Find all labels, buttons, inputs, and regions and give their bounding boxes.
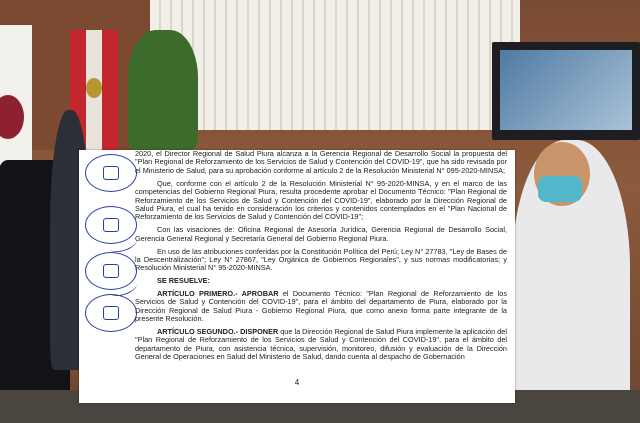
article-one <box>135 290 507 324</box>
document-body <box>135 150 507 366</box>
article-one-text: el Documento Técnico: "Plan Regional de Reforzamiento de los Servicios de Salud y Contención del COVID-19", para el ámbito del departamento de Piura, elaborado por la Dirección Regional de Salud Piura - Gobierno Regional Piura, que como anexo forma parte integrante de la presente Resolución. <box>135 288 507 323</box>
resolution-document <box>79 150 515 403</box>
paragraph: Que, conforme con el artículo 2 de la Resolución Ministerial N° 95-2020-MINSA, y en el marco de las competencias del Gobierno Regional Piura, resulta procedente aprobar el Documento Técnico: "Plan Regional de Reforzamiento de los Servicios de Salud y Contención del COVID-19", elaborado por la Dirección Regional de Salud Piura, el cual ha tenido en consideración los criterios y contenidos contemplados en el "Plan Nacional de Reforzamiento de los Servicios de Salud y Contención del COVID-19"; <box>135 178 507 222</box>
article-two-heading: ARTÍCULO SEGUNDO.- DISPONER <box>157 326 279 336</box>
paragraph: Con las visaciones de: Oficina Regional de Asesoría Jurídica, Gerencia Regional de Desarrollo Social, Gerencia General Regional y Secretaría General del Gobierno Regional Piura. <box>135 225 507 243</box>
paragraph: 2020, el Director Regional de Salud Piura alcanza a la Gerencia Regional de Desarrollo Social la propuesta del "Plan Regional de Reforzamiento de los Servicios de Salud y Contención del COVID-19", que ha sido revisada por el Ministerio de Salud, para su aprobación conforme al artículo 2 de la Resolución Ministerial N° 095-2020-MINSA; <box>135 150 507 175</box>
monitor-screen <box>500 50 632 130</box>
paragraph: En uso de las atribuciones conferidas por la Constitución Política del Perú; Ley N° 27783, "Ley de Bases de la Descentralización"; Ley N° 27867, "Ley Orgánica de Gobiernos Regionales", y sus normas modificatorias; y Resolución Ministerial N° 95-2020-MINSA. <box>135 246 507 273</box>
video-monitor <box>492 42 640 140</box>
person-right <box>512 140 630 423</box>
plant <box>128 30 198 150</box>
window-blinds <box>150 0 520 130</box>
article-two-text: que la Dirección Regional de Salud Piura implemente la aplicación del "Plan Regional de Reforzamiento de los Servicios de Salud y Contención del COVID-19", para el ámbito del departamento de Piura, con asistencia técnica, supervisión, monitoreo, difusión y evaluación de la Dirección General de Operaciones en Salud del Ministerio de Salud, dando cuenta al despacho de Gobernación <box>135 326 507 362</box>
flag-seal <box>86 78 102 98</box>
banner-logo <box>0 95 24 139</box>
official-stamp <box>85 154 137 192</box>
institution-banner <box>0 25 32 165</box>
face-mask <box>538 176 582 202</box>
article-one-heading: ARTÍCULO PRIMERO.- APROBAR <box>157 288 279 298</box>
official-stamp <box>85 294 137 332</box>
resolve-heading: SE RESUELVE: <box>157 276 210 286</box>
article-two <box>135 328 507 362</box>
page-number: 4 <box>294 378 300 387</box>
